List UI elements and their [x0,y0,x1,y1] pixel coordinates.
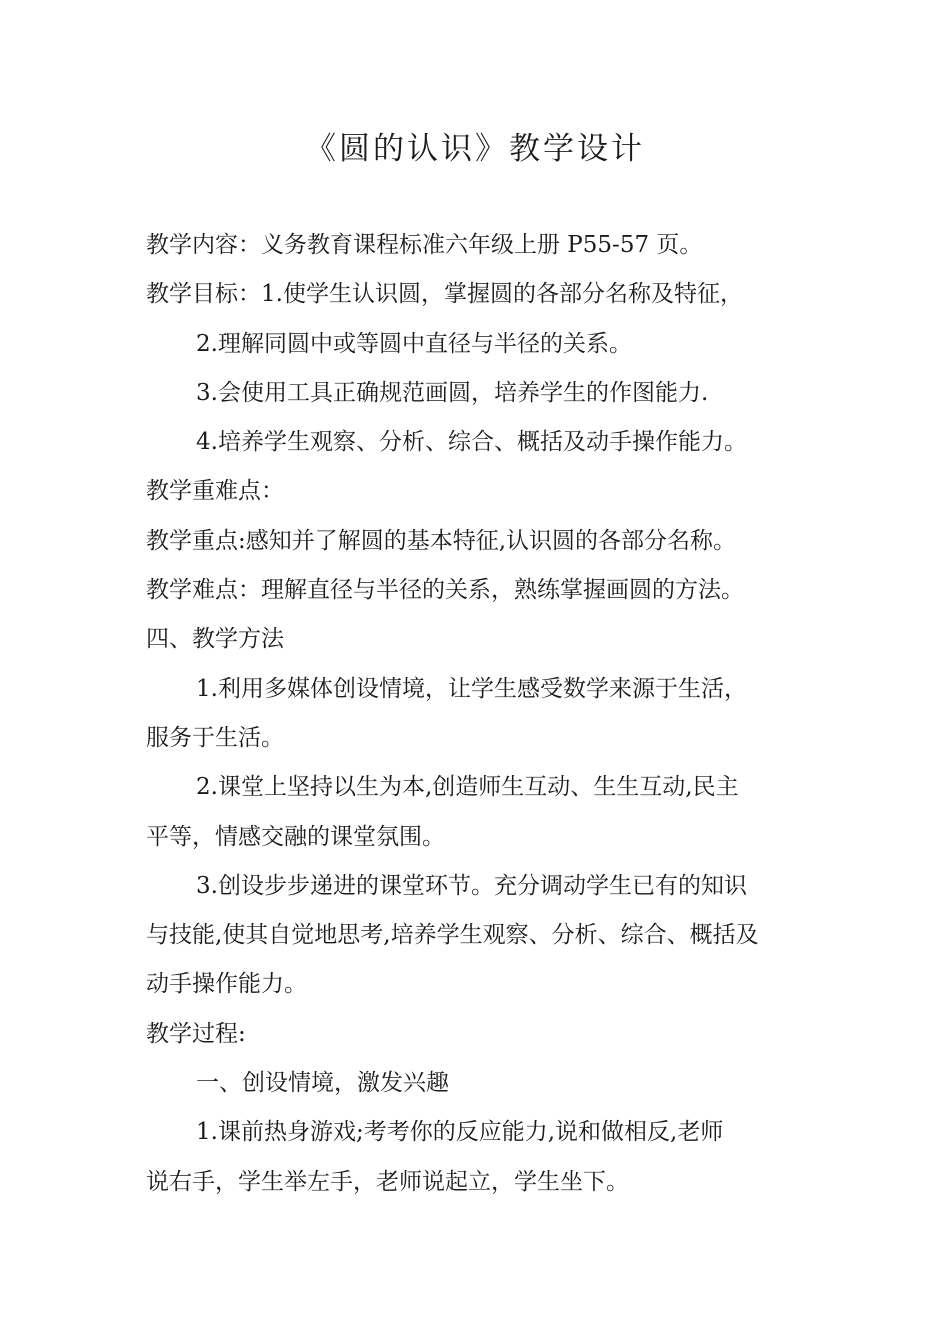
method-2-line-b: 平等，情感交融的课堂氛围。 [146,823,445,850]
key-difficult-points-heading: 教学重难点： [146,478,284,505]
section-1-heading: 一、创设情境，激发兴趣 [196,1070,449,1097]
objective-item-4: 4.培养学生观察、分析、综合、概括及动手操作能力。 [196,429,747,456]
method-3-line-a: 3.创设步步递进的课堂环节。充分调动学生已有的知识 [196,872,747,899]
warmup-game-line-b: 说右手，学生举左手，老师说起立，学生坐下。 [146,1168,629,1195]
document-title: 《圆的认识》教学设计 [305,131,645,167]
method-3-line-b: 与技能,使其自觉地思考,培养学生观察、分析、综合、概括及 [146,922,759,949]
teaching-objective-line: 教学目标：1.使学生认识圆，掌握圆的各部分名称及特征， [146,281,743,308]
objective-item-2: 2.理解同圆中或等圆中直径与半径的关系。 [196,330,632,357]
teaching-methods-heading: 四、教学方法 [146,626,284,653]
objective-item-3: 3.会使用工具正确规范画圆，培养学生的作图能力. [196,379,709,406]
document-body [146,221,810,1207]
method-2-line-a: 2.课堂上坚持以生为本,创造师生互动、生生互动,民主 [196,774,739,801]
warmup-game-line-a: 1.课前热身游戏;考考你的反应能力,说和做相反,老师 [196,1119,724,1146]
key-point-line: 教学重点:感知并了解圆的基本特征,认识圆的各部分名称。 [146,527,737,554]
method-1-line-b: 服务于生活。 [146,724,284,751]
method-3-line-c: 动手操作能力。 [146,971,307,998]
difficult-point-line: 教学难点：理解直径与半径的关系，熟练掌握画圆的方法。 [146,577,744,604]
teaching-content-line: 教学内容：义务教育课程标准六年级上册 P55-57 页。 [146,232,703,258]
teaching-process-heading: 教学过程: [146,1020,246,1047]
method-1-line-a: 1.利用多媒体创设情境，让学生感受数学来源于生活， [196,675,747,702]
